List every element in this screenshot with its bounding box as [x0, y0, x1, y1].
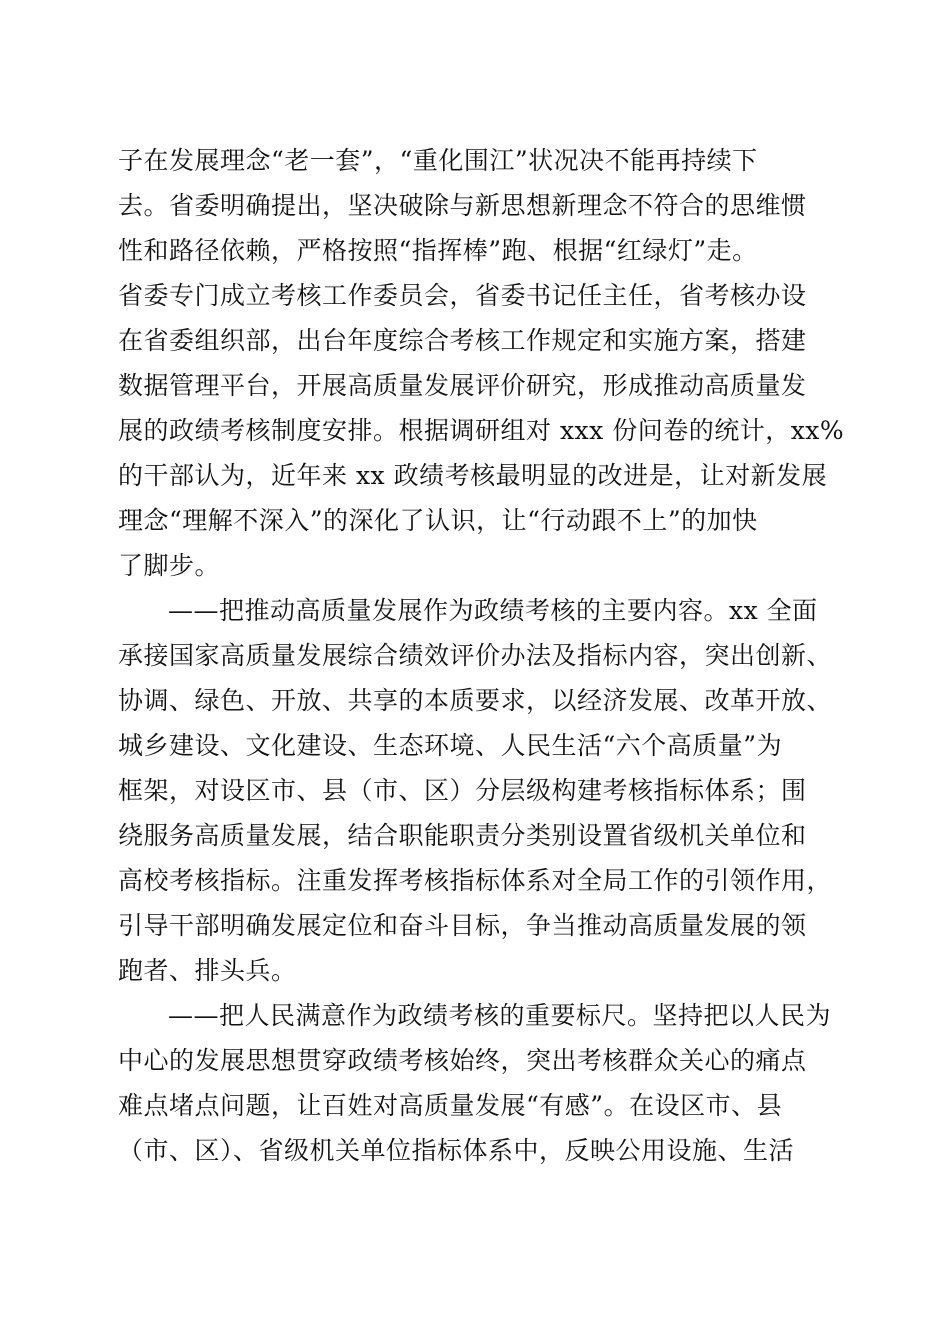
paragraph-2-line-9: 跑者、排头兵。: [118, 956, 297, 985]
paragraph-3-line-1: ——把人民满意作为政绩考核的重要标尺。坚持把以人民为: [168, 1001, 832, 1030]
paragraph-2-line-5: 框架，对设区市、县（市、区）分层级构建考核指标体系；围: [118, 776, 807, 805]
paragraph-3-line-3: 难点堵点问题，让百姓对高质量发展“有感”。在设区市、县: [118, 1091, 783, 1120]
paragraph-1-line-10: 了脚步。: [118, 551, 221, 580]
paragraph-3-line-2: 中心的发展思想贯穿政绩考核始终，突出考核群众关心的痛点: [118, 1046, 807, 1075]
paragraph-2-line-4: 城乡建设、文化建设、生态环境、人民生活“六个高质量”为: [118, 731, 783, 760]
document-body: [118, 138, 845, 1173]
paragraph-1-line-5: 在省委组织部，出台年度综合考核工作规定和实施方案，搭建: [118, 326, 807, 355]
paragraph-2-line-7: 高校考核指标。注重发挥考核指标体系对全局工作的引领作用，: [118, 866, 833, 895]
paragraph-1-line-2: 去。省委明确提出，坚决破除与新思想新理念不符合的思维惯: [118, 191, 807, 220]
paragraph-1-line-3: 性和路径依赖，严格按照“指挥棒”跑、根据“红绿灯”走。: [118, 236, 758, 265]
paragraph-1-line-8: 的干部认为，近年来 xx 政绩考核最明显的改进是，让对新发展: [118, 461, 828, 490]
paragraph-2-line-3: 协调、绿色、开放、共享的本质要求，以经济发展、改革开放、: [118, 686, 833, 715]
paragraph-2-line-6: 绕服务高质量发展，结合职能职责分类别设置省级机关单位和: [118, 821, 807, 850]
paragraph-1-line-7: 展的政绩考核制度安排。根据调研组对 xxx 份问卷的统计，xx%: [118, 416, 845, 445]
paragraph-1-line-6: 数据管理平台，开展高质量发展评价研究，形成推动高质量发: [118, 371, 807, 400]
paragraph-1-line-1: 子在发展理念“老一套”，“重化围江”状况决不能再持续下: [118, 146, 758, 175]
paragraph-2-line-1: ——把推动高质量发展作为政绩考核的主要内容。xx 全面: [168, 596, 818, 625]
paragraph-1-line-4: 省委专门成立考核工作委员会，省委书记任主任，省考核办设: [118, 281, 807, 310]
paragraph-1-line-9: 理念“理解不深入”的深化了认识，让“行动跟不上”的加快: [118, 506, 758, 535]
paragraph-2-line-8: 引导干部明确发展定位和奋斗目标，争当推动高质量发展的领: [118, 911, 807, 940]
paragraph-2-line-2: 承接国家高质量发展综合绩效评价办法及指标内容，突出创新、: [118, 641, 833, 670]
paragraph-3-line-4: （市、区）、省级机关单位指标体系中，反映公用设施、生活: [118, 1136, 795, 1165]
